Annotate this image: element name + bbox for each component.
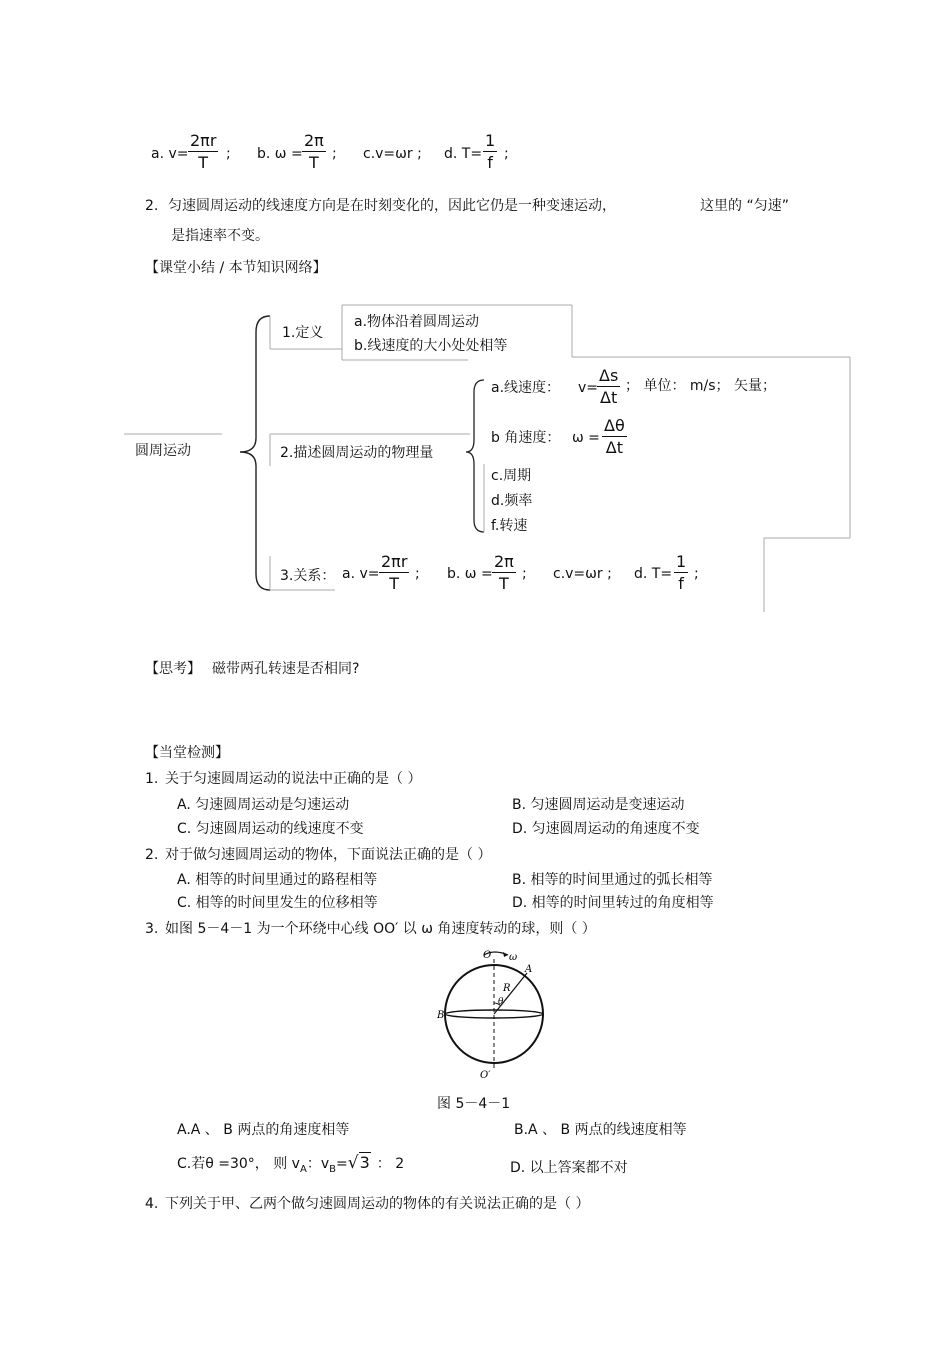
node2-item-a-fraction — [597, 368, 620, 406]
question-stem: 如图 5－4－1 为一个环绕中心线 OO′ 以 ω 角速度转动的球，则（ ） — [165, 921, 596, 937]
question-number: 3. — [145, 921, 159, 937]
option-b: B. 相等的时间里通过的弧长相等 — [512, 872, 713, 888]
think-text: 磁带两孔转速是否相同? — [212, 661, 360, 677]
summary-heading: 【课堂小结 / 本节知识网络】 — [145, 260, 327, 276]
item-2-line2: 是指速率不变。 — [171, 228, 269, 244]
item-2-number: 2. — [145, 198, 159, 214]
option-a: A. 相等的时间里通过的路程相等 — [177, 872, 378, 888]
formula-a-suffix: ; — [226, 146, 231, 162]
formula-d-numerator: 1 — [485, 131, 496, 150]
node2-item-b-fraction — [602, 418, 627, 456]
formula-c: c.v=ωr ; — [363, 146, 422, 162]
option-d: D. 相等的时间里转过的角度相等 — [512, 895, 714, 911]
label-r: R — [503, 983, 511, 994]
question-number: 2. — [145, 847, 159, 863]
label-o-top: O — [483, 950, 492, 961]
relation-b-denominator: T — [499, 574, 509, 593]
node2-label: 2.描述圆周运动的物理量 — [280, 445, 434, 461]
think-label: 【思考】 — [145, 661, 201, 677]
formula-a-denominator: T — [198, 153, 209, 172]
relation-d-prefix: d. T= — [634, 566, 673, 582]
test-heading: 【当堂检测】 — [145, 745, 229, 761]
relation-a-prefix: a. v= — [342, 566, 380, 582]
question-stem: 对于做匀速圆周运动的物体，下面说法正确的是（ ） — [165, 847, 492, 863]
node2-item-b-label: b 角速度： — [491, 430, 561, 446]
node2-brace — [466, 380, 484, 532]
main-brace — [240, 316, 270, 590]
node1-item-a: a.物体沿着圆周运动 — [354, 314, 480, 330]
formula-a-prefix: a. v= — [151, 146, 189, 162]
formula-a-numerator: 2πr — [190, 131, 217, 150]
node2-item-b-prefix: ω = — [572, 430, 600, 446]
question-stem: 下列关于甲、乙两个做匀速圆周运动的物体的有关说法正确的是（ ） — [165, 1196, 590, 1212]
option-d: D. 匀速圆周运动的角速度不变 — [512, 821, 700, 837]
node1-label: 1.定义 — [282, 325, 324, 341]
node1-item-b: b.线速度的大小处处相等 — [354, 338, 508, 354]
item-2-line1a: 匀速圆周运动的线速度方向是在时刻变化的，因此它仍是一种变速运动， — [168, 198, 616, 214]
label-theta: θ — [498, 997, 504, 1007]
network-root: 圆周运动 — [135, 443, 191, 459]
relation-d-denominator: f — [678, 574, 684, 593]
relation-b-numerator: 2π — [494, 552, 514, 571]
option-c — [177, 1155, 404, 1175]
option-c-prefix: C.若θ =30°， 则 v — [177, 1156, 300, 1172]
sqrt-icon: √ — [347, 1153, 359, 1173]
formula-d-denominator: f — [487, 153, 493, 172]
relation-d-fraction — [674, 554, 688, 592]
option-c: C. 匀速圆周运动的线速度不变 — [177, 821, 364, 837]
option-b: B. 匀速圆周运动是变速运动 — [512, 797, 685, 813]
node2-item-a-numerator: Δs — [599, 366, 619, 385]
formula-d-prefix: d. T= — [444, 146, 483, 162]
option-c-sub-b: B — [329, 1163, 336, 1175]
relation-b-prefix: b. ω = — [447, 566, 493, 582]
option-c-radicand: 3 — [359, 1153, 370, 1172]
node2-item-a-prefix: v= — [578, 380, 599, 396]
node2-item-a-suffix: ； 单位： m/s； 矢量； — [625, 378, 776, 394]
option-c-sub-a: A — [299, 1163, 307, 1175]
relation-d-numerator: 1 — [676, 552, 687, 571]
formula-b-suffix: ; — [332, 146, 337, 162]
option-c: C. 相等的时间里发生的位移相等 — [177, 895, 378, 911]
relation-d-suffix: ; — [694, 566, 699, 582]
node2-item-d: d.频率 — [491, 493, 533, 509]
formula-b-numerator: 2π — [304, 131, 324, 150]
node2-item-a-denominator: Δt — [600, 388, 618, 407]
relation-a-fraction — [379, 554, 409, 592]
option-c-mid: ：v — [306, 1156, 330, 1172]
label-a: A — [525, 964, 533, 975]
question-stem: 关于匀速圆周运动的说法中正确的是（ ） — [165, 771, 422, 787]
node2-item-c: c.周期 — [491, 468, 532, 484]
relation-a-numerator: 2πr — [381, 552, 408, 571]
label-b: B — [437, 1010, 445, 1021]
relation-b-fraction — [492, 554, 516, 592]
formula-d-suffix: ; — [504, 146, 509, 162]
node3-label: 3.关系： — [280, 568, 336, 584]
sphere-figure — [432, 947, 552, 1082]
node2-item-b-denominator: Δt — [605, 438, 623, 457]
option-a: A.A 、 B 两点的角速度相等 — [177, 1122, 350, 1138]
label-o-bottom: O′ — [480, 1070, 491, 1081]
item-2-line1b: 这里的 “匀速” — [700, 198, 789, 214]
node2-item-f: f.转速 — [491, 518, 528, 534]
label-omega: ω — [509, 952, 518, 963]
relation-b-suffix: ; — [522, 566, 527, 582]
option-d: D. 以上答案都不对 — [510, 1160, 628, 1176]
option-c-suffix: ： 2 — [376, 1156, 405, 1172]
relation-a-denominator: T — [389, 574, 400, 593]
option-b: B.A 、 B 两点的线速度相等 — [514, 1122, 687, 1138]
relation-a-suffix: ; — [415, 566, 420, 582]
relation-c: c.v=ωr ; — [553, 566, 612, 582]
option-a: A. 匀速圆周运动是匀速运动 — [177, 797, 350, 813]
question-number: 1. — [145, 771, 159, 787]
formula-b-denominator: T — [309, 153, 319, 172]
question-number: 4. — [145, 1196, 159, 1212]
figure-caption: 图 5－4－1 — [437, 1096, 511, 1112]
node2-item-b-numerator: Δθ — [604, 416, 625, 435]
node2-item-a-label: a.线速度： — [491, 380, 561, 396]
option-c-eq: = — [336, 1156, 348, 1172]
formula-b-prefix: b. ω = — [257, 146, 303, 162]
